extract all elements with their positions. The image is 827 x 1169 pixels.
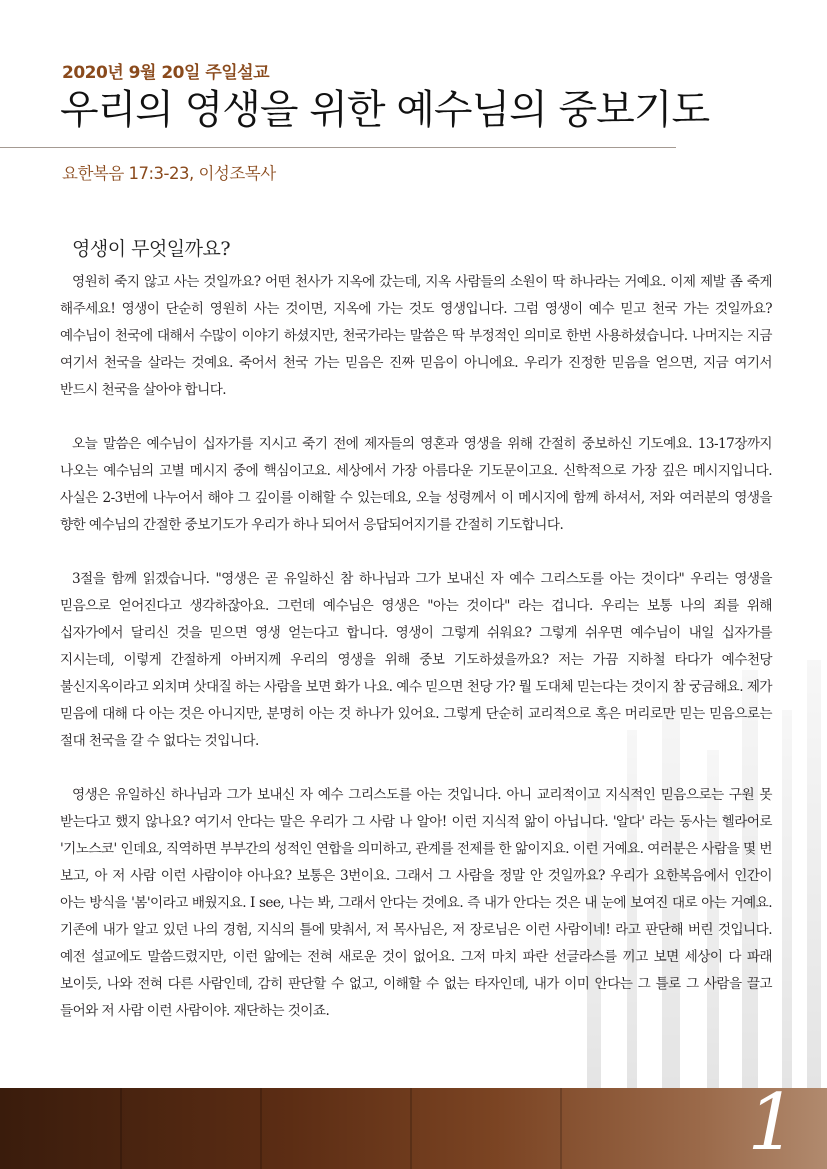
section-heading: 영생이 무엇일까요? bbox=[72, 238, 231, 260]
body-paragraph: 오늘 말씀은 예수님이 십자가를 지시고 죽기 전에 제자들의 영혼과 영생을 위해 간절히 중보하신 기도예요. 13-17장까지 나오는 예수님의 고별 메시지 중에 핵심이고요. 세상에서 가장 아름다운 기도문이고요. 신학적으로 가장 깊은 메시지입니다. 사실은 2-3번에 나누어서 해야 그 깊이를 이해할 수 있는데요, 오늘 성령께서 이 메시지에 함께 하셔서, 저와 여러분의 영생을 향한 예수님의 간절한 중보기도가 우리가 하나 되어서 응답되어지기를 간절히 기도합니다. bbox=[60, 435, 772, 533]
body-paragraph: 3절을 함께 읽겠습니다. "영생은 곧 유일하신 참 하나님과 그가 보내신 자 예수 그리스도를 아는 것이다" 우리는 영생을 믿음으로 얻어진다고 생각하잖아요. 그런데 예수님은 영생은 "아는 것이다" 라는 겁니다. 우리는 보통 나의 죄를 위해 십자가에서 달리신 것을 믿으면 영생 얻는다고 합니다. 영생이 그렇게 쉬워요? 그렇게 쉬우면 예수님이 내일 십자가를 지시는데, 이렇게 간절하게 아버지께 우리의 영생을 위해 중보 기도하셨을까요? 저는 가끔 지하철 타다가 예수천당 불신지옥이라고 외치며 삿대질 하는 사람을 보면 화가 나요. 예수 믿으면 천당 가? 뭘 도대체 믿는다는 것이지 참 궁금해요. 제가 믿음에 대해 다 아는 것은 아니지만, 분명히 아는 것 하나가 있어요. 그렇게 단순히 교리적으로 혹은 머리로만 믿는 믿음으로는 절대 천국을 갈 수 없다는 것입니다. bbox=[60, 570, 772, 749]
sermon-body bbox=[60, 236, 772, 1052]
page-title: 우리의 영생을 위한 예수님의 중보기도 bbox=[60, 87, 710, 133]
body-paragraph: 영원히 죽지 않고 사는 것일까요? 어떤 천사가 지옥에 갔는데, 지옥 사람들의 소원이 딱 하나라는 거예요. 이제 제발 좀 죽게 해주세요! 영생이 단순히 영원히 사는 것이면, 지옥에 가는 것도 영생입니다. 그럼 영생이 예수 믿고 천국 가는 것일까요? 예수님이 천국에 대해서 수많이 이야기 하셨지만, 천국가라는 말씀은 딱 부정적인 의미로 한번 사용하셨습니다. 나머지는 지금 여기서 천국을 살라는 것예요. 죽어서 천국 가는 믿음은 진짜 믿음이 아니에요. 우리가 진정한 믿음을 얻으면, 지금 여기서 반드시 천국을 살아야 합니다. bbox=[60, 273, 772, 398]
sermon-subtitle: 요한복음 17:3-23, 이성조목사 bbox=[62, 164, 276, 183]
footer-band bbox=[0, 1088, 827, 1169]
page-number: 1 bbox=[747, 1078, 797, 1168]
body-paragraph: 영생은 유일하신 하나님과 그가 보내신 자 예수 그리스도를 아는 것입니다. 아니 교리적이고 지식적인 믿음으로는 구원 못 받는다고 했지 않나요? 여기서 안다는 말은 우리가 그 사람 나 알아! 이런 지식적 앎이 아닙니다. '알다' 라는 동사는 헬라어로 '기노스코' 인데요, 직역하면 부부간의 성적인 연합을 의미하고, 관계를 전제를 한 앎이지요. 이런 거예요. 여러분은 사람을 몇 번 보고, 아 저 사람 이런 사람이야 아나요? 보통은 3번이요. 그래서 그 사람을 정말 안 것일까요? 우리가 요한복음에서 인간이 아는 방식을 '봄'이라고 배웠지요. I see, 나는 봐, 그래서 안다는 것에요. 즉 내가 안다는 것은 내 눈에 보여진 대로 아는 거예요. 기존에 내가 알고 있던 나의 경험, 지식의 틀에 맞춰서, 저 목사님은, 저 장로님은 이런 사람이네! 라고 판단해 버린 것입니다. 예전 설교에도 말씀드렸지만, 이런 앎에는 전혀 새로운 것이 없어요. 그저 마치 파란 선글라스를 끼고 보면 세상이 다 파래 보이듯, 나와 전혀 다른 사람인데, 감히 판단할 수 없고, 이해할 수 없는 타자인데, 내가 이미 안다는 그 틀로 그 사람을 끌고 들어와 저 사람 이런 사람이야. 재단하는 것이죠. bbox=[60, 786, 772, 1019]
header-date: 2020년 9월 20일 주일설교 bbox=[62, 63, 270, 83]
title-divider bbox=[0, 147, 676, 148]
